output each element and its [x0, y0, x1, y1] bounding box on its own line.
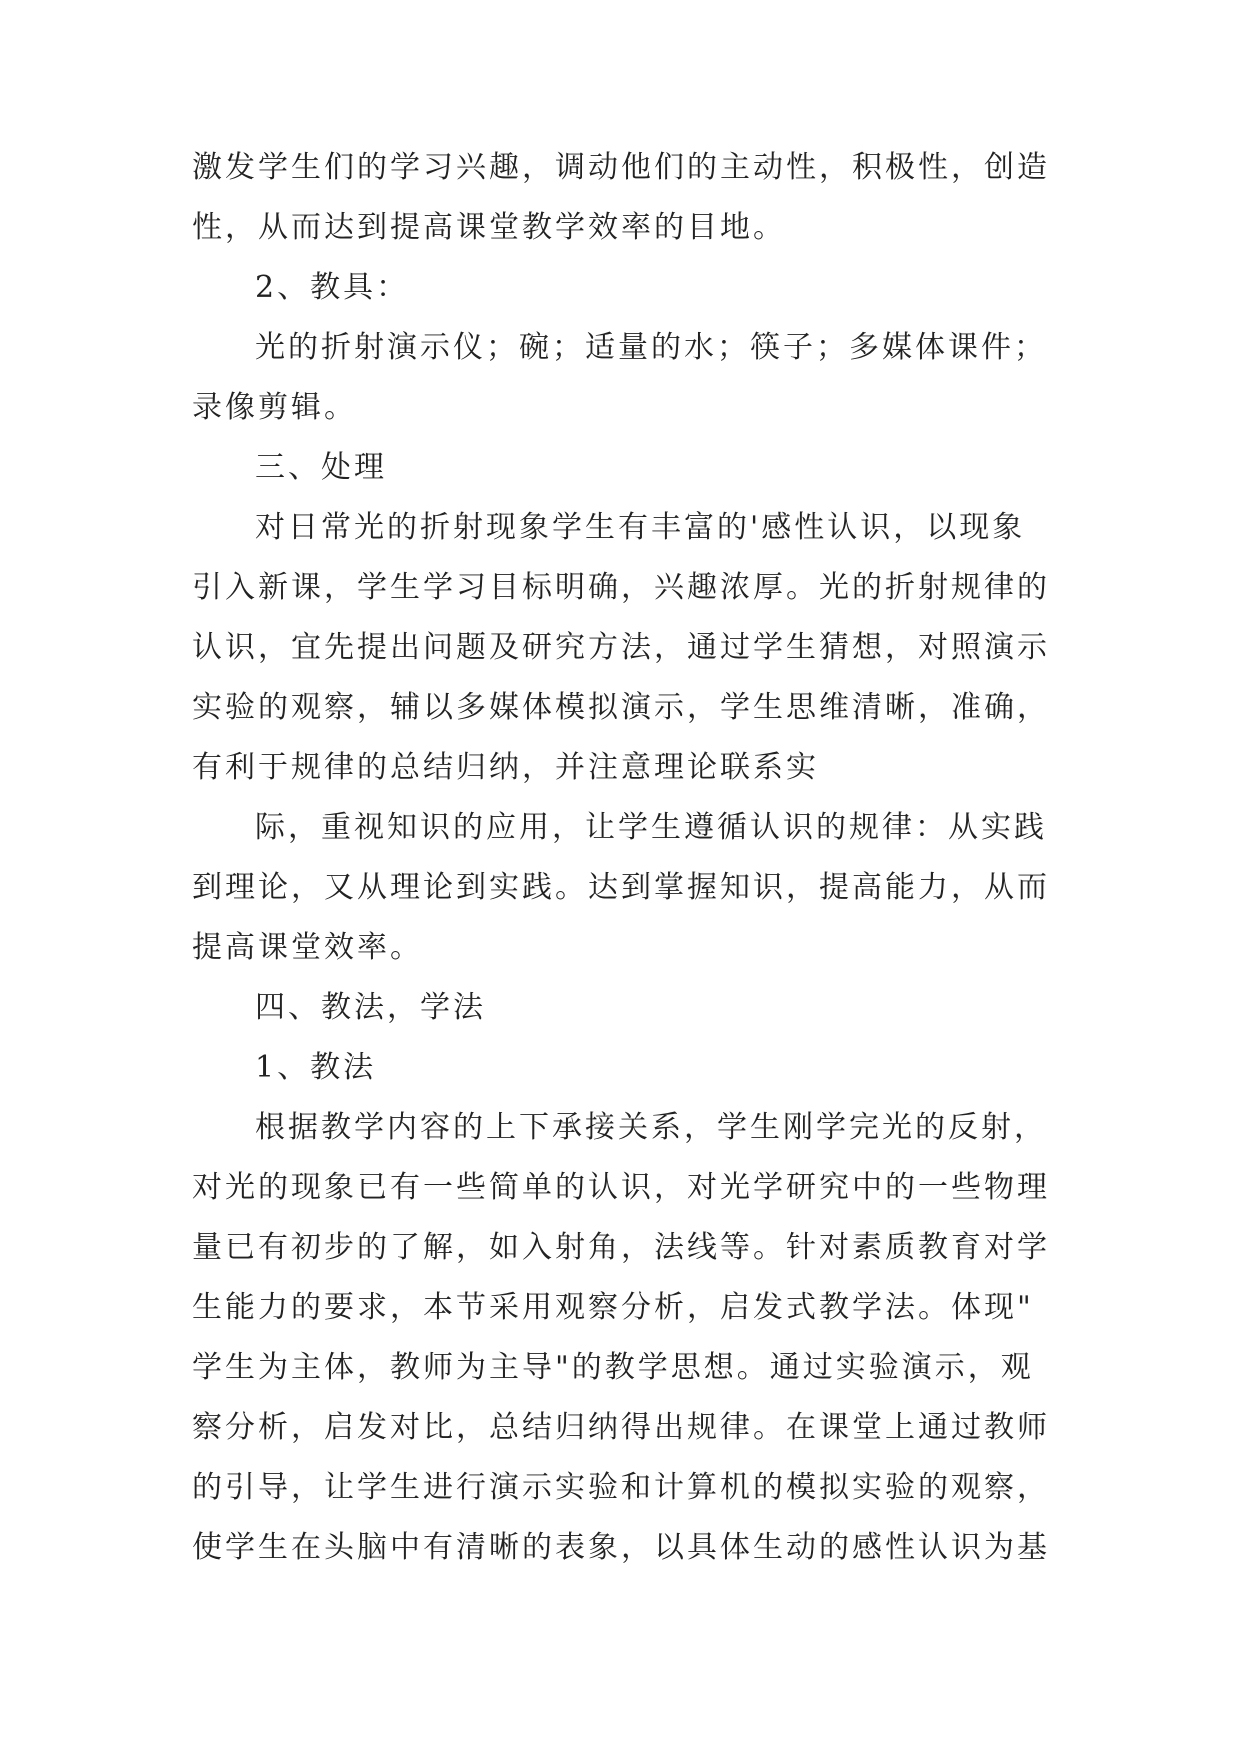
text-line: 根据教学内容的上下承接关系，学生刚学完光的反射，	[255, 1110, 1047, 1145]
text-line: 有利于规律的总结归纳，并注意理论联系实	[192, 750, 819, 785]
text-line: 对日常光的折射现象学生有丰富的'感性认识，以现象	[255, 510, 1026, 545]
text-line: 光的折射演示仪；碗；适量的水；筷子；多媒体课件；	[255, 330, 1047, 365]
text-line: 到理论，又从理论到实践。达到掌握知识，提高能力，从而	[192, 870, 1050, 905]
text-line: 生能力的要求，本节采用观察分析，启发式教学法。体现"	[192, 1290, 1034, 1325]
text-line: 性，从而达到提高课堂教学效率的目地。	[192, 210, 786, 245]
text-line: 察分析，启发对比，总结归纳得出规律。在课堂上通过教师	[192, 1410, 1050, 1445]
text-line: 实验的观察，辅以多媒体模拟演示，学生思维清晰，准确，	[192, 690, 1050, 725]
section-heading: 三、处理	[255, 450, 387, 485]
text-line: 提高课堂效率。	[192, 930, 423, 965]
text-line: 认识，宜先提出问题及研究方法，通过学生猜想，对照演示	[192, 630, 1050, 665]
text-line: 对光的现象已有一些简单的认识，对光学研究中的一些物理	[192, 1170, 1050, 1205]
text-line: 激发学生们的学习兴趣，调动他们的主动性，积极性，创造	[192, 150, 1050, 185]
text-line: 学生为主体，教师为主导"的教学思想。通过实验演示，观	[192, 1350, 1034, 1385]
section-heading: 2、教具：	[255, 270, 410, 305]
text-line: 使学生在头脑中有清晰的表象，以具体生动的感性认识为基	[192, 1530, 1050, 1565]
text-line: 量已有初步的了解，如入射角，法线等。针对素质教育对学	[192, 1230, 1050, 1265]
text-line: 的引导，让学生进行演示实验和计算机的模拟实验的观察，	[192, 1470, 1050, 1505]
text-line: 引入新课，学生学习目标明确，兴趣浓厚。光的折射规律的	[192, 570, 1050, 605]
text-line: 录像剪辑。	[192, 390, 357, 425]
text-line: 际，重视知识的应用，让学生遵循认识的规律：从实践	[255, 810, 1047, 845]
section-heading: 四、教法，学法	[255, 990, 486, 1025]
section-heading: 1、教法	[255, 1050, 377, 1085]
